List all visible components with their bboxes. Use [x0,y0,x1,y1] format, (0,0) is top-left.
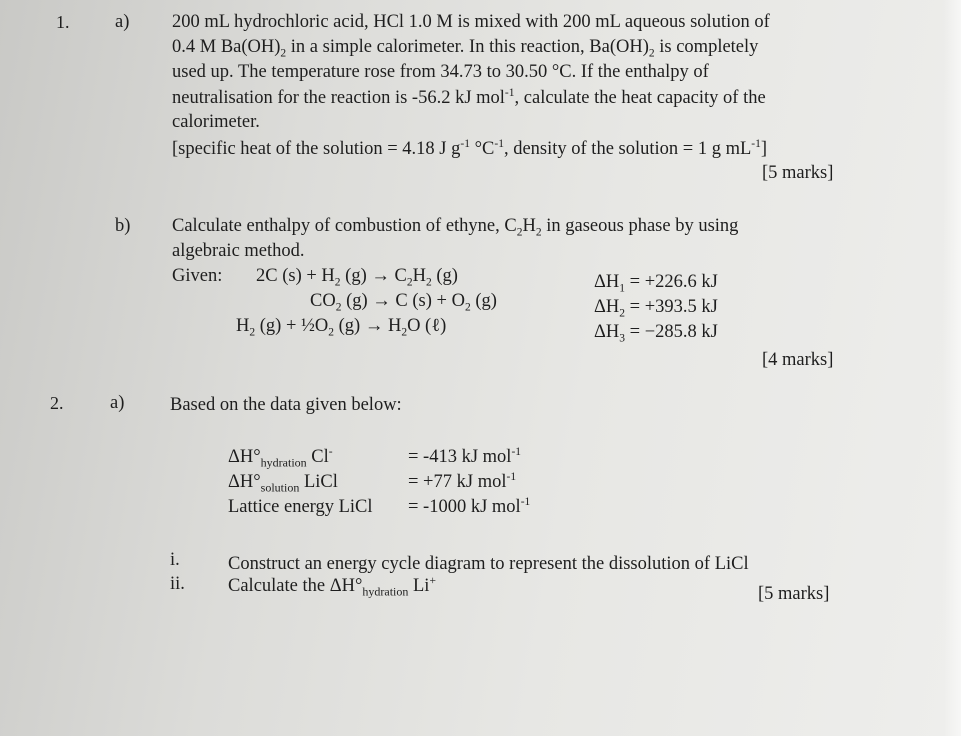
part-ii-label: ii. [170,574,185,594]
part-i-text: Construct an energy cycle diagram to represent the dissolution of LiCl [228,554,749,574]
q1a-line-6: [specific heat of the solution = 4.18 J $g^{-1}$ $^\circ C^{-1}$, density of the solution = 1 g $mL^{-1}$] [172,137,768,159]
value-solution-licl: = +77 kJ mol$^{-1}$ [408,470,517,492]
q1b-line-1: Calculate enthalpy of combustion of ethyne, $C_2H_2$ in gaseous phase by using [172,216,739,239]
q1a-marks: [5 marks] [762,163,834,183]
part-ii-text: Calculate the $\Delta H^\circ_{hydration}$ Li+ [228,574,436,599]
q1a-label: a) [115,12,130,32]
delta-h-3: $\Delta H_3 = -285.8$ kJ [594,322,718,345]
q1b-given-label: Given: [172,266,223,286]
data-lattice-energy: Lattice energy LiCl [228,497,373,517]
question-1-number: 1. [56,12,70,32]
q1a-line-2: 0.4 M $Ba(OH)_2$ in a simple calorimeter. In this reaction, $Ba(OH)_2$ is completely [172,37,759,60]
q1b-marks: [4 marks] [762,350,834,370]
equation-1: 2C $(s) + H_2$ $(g) \to C_2H_2$ (g) [256,266,458,289]
question-2-number: 2. [50,393,64,413]
q1a-line-4: neutralisation for the reaction is -56.2 kJ mol$^{-1}$, calculate the heat capacity of the [172,86,766,108]
q2a-intro: Based on the data given below: [170,395,402,415]
q2a-marks: [5 marks] [758,584,830,604]
data-hydration-cl: $\Delta H^\circ_{hydration}$ Cl- [228,445,333,470]
equation-3: $H_2$ $(g) + \frac{1}{2}O_2$ $(g) \to H_2O$ (ℓ) [236,316,447,339]
equation-2: $CO_2$ (g) → C $(s) + O_2$ (g) [310,291,497,314]
value-lattice-energy: = -1000 kJ mol$^{-1}$ [408,495,531,517]
data-solution-licl: $\Delta H^\circ_{solution}$ LiCl [228,472,338,495]
part-i-label: i. [170,550,180,570]
q1a-line-3: used up. The temperature rose from 34.73 to 30.50 °C. If the enthalpy of [172,62,709,82]
q1a-line-5: calorimeter. [172,112,260,132]
delta-h-2: $\Delta H_2 = +393.5$ kJ [594,297,718,320]
q1a-line-1: 200 mL hydrochloric acid, HCl 1.0 M is mixed with 200 mL aqueous solution of [172,12,770,32]
value-hydration-cl: = -413 kJ mol$^{-1}$ [408,445,522,467]
q1b-label: b) [115,216,131,236]
delta-h-1: $\Delta H_1 = +226.6$ kJ [594,272,718,295]
page-edge-highlight [943,0,961,736]
q1b-line-2: algebraic method. [172,241,305,261]
q2a-label: a) [110,393,125,413]
